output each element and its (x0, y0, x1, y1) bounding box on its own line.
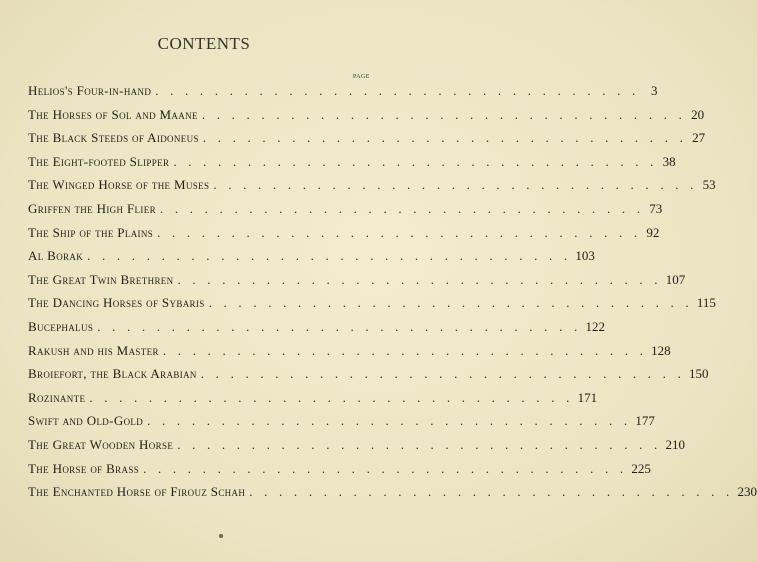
toc-entry (28, 366, 709, 386)
leader-dots: . . . . . . . . . . . . . . . . . . . . . . . . . . . . . . . . . (157, 224, 642, 240)
toc-entry-title: Swift and Old-Gold (28, 413, 144, 429)
toc-entry-title: Helios's Four-in-hand (28, 83, 152, 98)
leader-dots: . . . . . . . . . . . . . . . . . . . . . . . . . . . . . . . . . (143, 460, 628, 476)
toc-entry-page: 38 (662, 153, 676, 169)
toc-entry-page: 20 (691, 106, 705, 122)
toc-entry-title: The Great Twin Brethren (28, 271, 174, 287)
page-column-label: PAGE (353, 74, 370, 80)
toc-entry-page: 107 (665, 271, 686, 287)
toc-entry-title: The Horse of Brass (28, 460, 140, 476)
leader-dots: . . . . . . . . . . . . . . . . . . . . . . . . . . . . . . . . . (202, 130, 688, 146)
toc-entry (28, 484, 757, 504)
toc-entry (28, 248, 595, 268)
toc-entry-title: Griffen the High Flier (28, 201, 156, 216)
toc-entry (28, 319, 605, 339)
toc-entry (28, 342, 671, 363)
toc-entry-title: The Enchanted Horse of Firouz Schah (28, 484, 246, 500)
toc-entry (28, 177, 716, 197)
toc-entry-title: Rozinante (28, 389, 86, 405)
toc-entry-title: The Black Steeds of Aidoneus (28, 130, 199, 146)
leader-dots: . . . . . . . . . . . . . . . . . . . . . . . . . . . . . . . . . (249, 484, 734, 500)
toc-entry (28, 153, 676, 174)
toc-entry (28, 413, 655, 433)
toc-entry-page: 103 (575, 248, 595, 264)
toc-entry (28, 389, 598, 410)
leader-dots: . . . . . . . . . . . . . . . . . . . . . . . . . . . . . . . . . (89, 389, 574, 405)
leader-dots: . . . . . . . . . . . . . . . . . . . . . . . . . . . . . . . . . (213, 177, 698, 193)
toc-entry-title: The Winged Horse of the Muses (28, 177, 210, 193)
toc-entry-title: Broiefort, the Black Arabian (28, 366, 197, 382)
toc-entry (28, 460, 651, 481)
toc-entry-page: 3 (650, 83, 658, 98)
leader-dots: . . . . . . . . . . . . . . . . . . . . . . . . . . . . . . . . . (208, 295, 693, 311)
leader-dots: . . . . . . . . . . . . . . . . . . . . . . . . . . . . . . . . . (147, 413, 632, 429)
leader-dots: . . . . . . . . . . . . . . . . . . . . . . . . . . . . . . . . . (155, 83, 640, 98)
toc-entry-title: The Eight-footed Slipper (28, 153, 170, 169)
toc-entry-title: The Dancing Horses of Sybaris (28, 295, 205, 311)
page-heading: CONTENTS (157, 34, 251, 53)
toc-entry-page: 53 (702, 177, 716, 193)
toc-entry-page: 210 (665, 437, 685, 452)
toc-entry (28, 83, 658, 103)
toc-entry-page: 122 (585, 319, 605, 334)
toc-entry-title: The Great Wooden Horse (28, 437, 174, 452)
toc-entry-page: 150 (689, 366, 709, 382)
leader-dots: . . . . . . . . . . . . . . . . . . . . . . . . . . . . . . . . . (173, 153, 658, 169)
leader-dots: . . . . . . . . . . . . . . . . . . . . . . . . . . . . . . . . . (97, 319, 582, 334)
leader-dots: . . . . . . . . . . . . . . . . . . . . . . . . . . . . . . . . . (159, 201, 645, 216)
toc-entry-page: 171 (577, 389, 598, 405)
toc-entry (28, 224, 660, 245)
leader-dots: . . . . . . . . . . . . . . . . . . . . . . . . . . . . . . . . . (162, 342, 648, 358)
toc-entry-page: 225 (631, 460, 651, 476)
toc-entry-page: 115 (696, 295, 716, 311)
toc-entry (28, 106, 705, 127)
toc-entry (28, 130, 706, 150)
leader-dots: . . . . . . . . . . . . . . . . . . . . . . . . . . . . . . . . . (87, 248, 572, 264)
toc-entry-page: 177 (635, 413, 655, 429)
leader-dots: . . . . . . . . . . . . . . . . . . . . . . . . . . . . . . . . . (201, 106, 687, 122)
toc-entry-title: The Ship of the Plains (28, 224, 154, 240)
toc-entry-page: 27 (692, 130, 706, 146)
leader-dots: . . . . . . . . . . . . . . . . . . . . . . . . . . . . . . . . . (200, 366, 686, 382)
page-ornament (219, 534, 223, 538)
leader-dots: . . . . . . . . . . . . . . . . . . . . . . . . . . . . . . . . . (177, 437, 662, 452)
toc-entry-page: 92 (646, 224, 660, 240)
toc-entry-page: 230 (737, 484, 757, 500)
toc-entry-title: Bucephalus (28, 319, 94, 334)
toc-entry-title: The Horses of Sol and Maane (28, 106, 198, 122)
toc-entry (28, 295, 716, 315)
toc-entry-title: Al Borak (28, 248, 84, 264)
toc-entry (28, 437, 685, 457)
toc-entry (28, 271, 686, 292)
toc-entry-page: 73 (649, 201, 663, 216)
toc-entry-title: Rakush and his Master (28, 342, 159, 358)
leader-dots: . . . . . . . . . . . . . . . . . . . . . . . . . . . . . . . . . (177, 271, 662, 287)
toc-entry-page: 128 (651, 342, 671, 358)
toc-entry (28, 201, 663, 221)
